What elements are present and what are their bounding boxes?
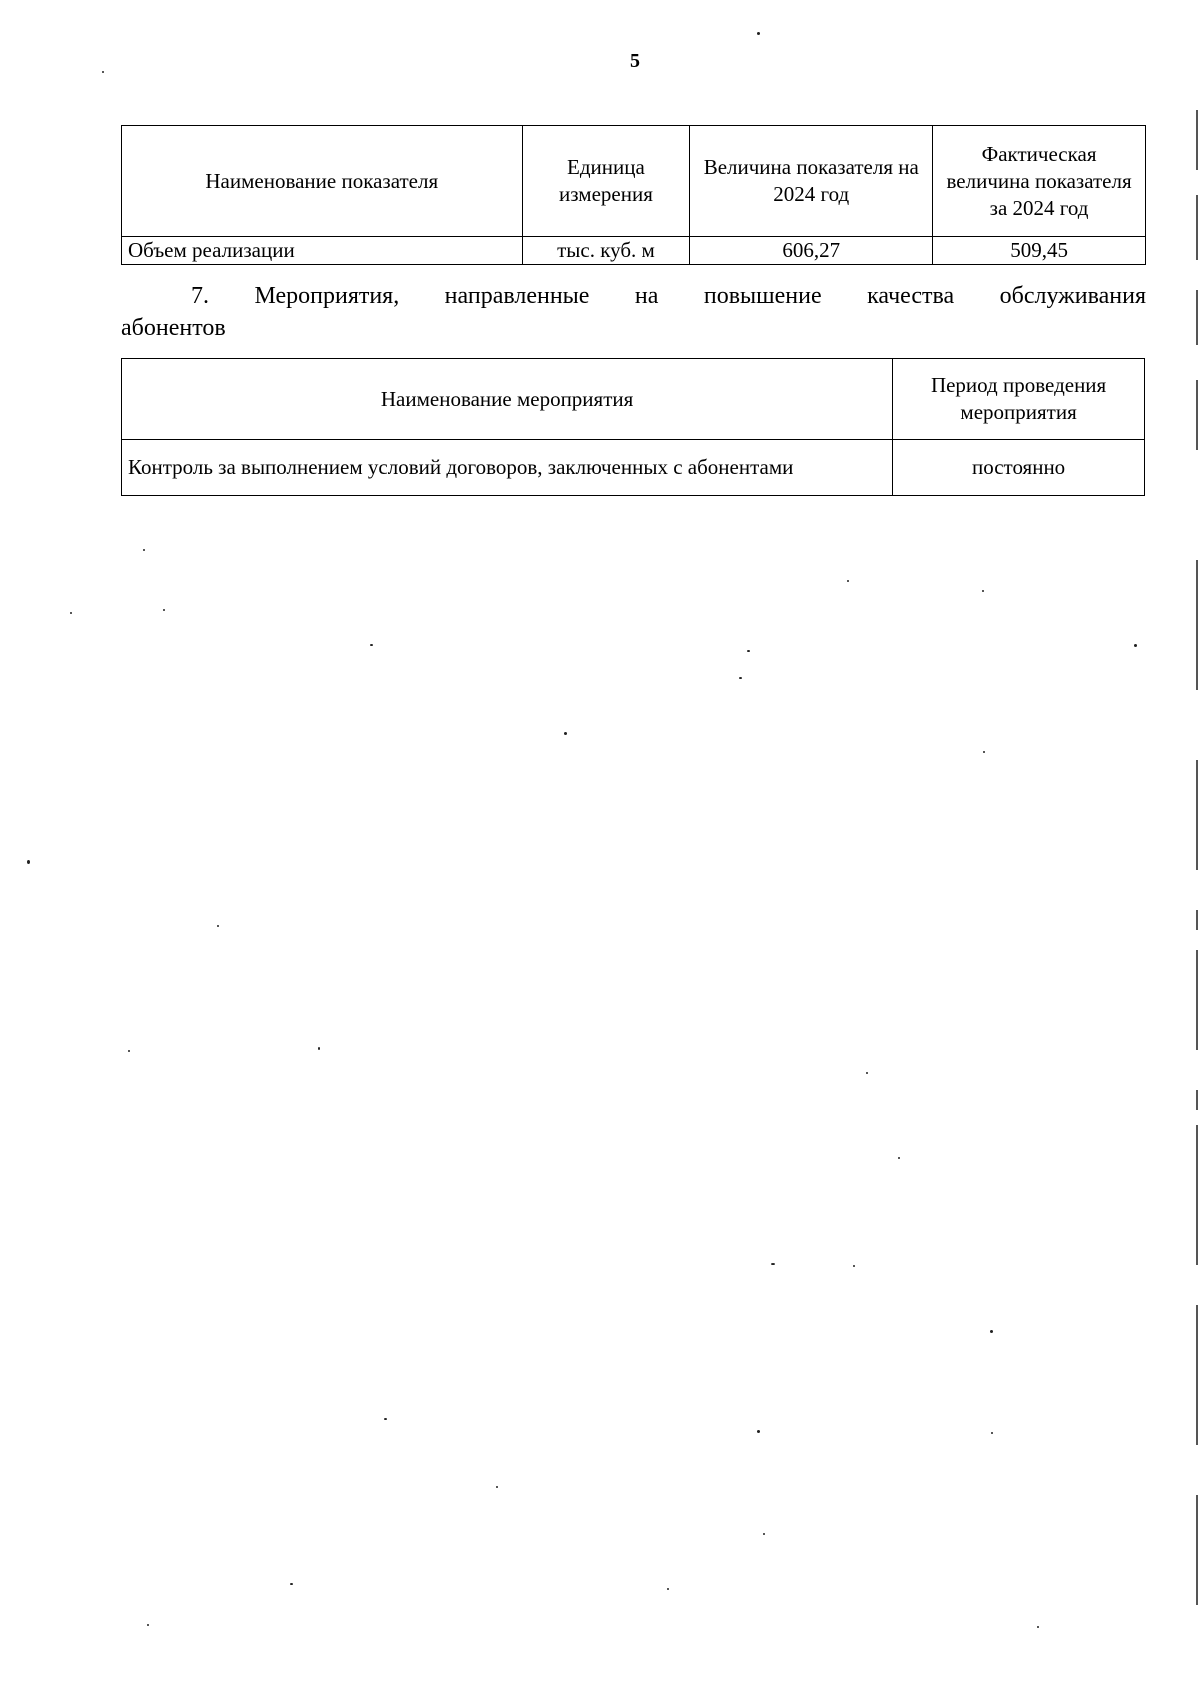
scan-speck bbox=[982, 590, 984, 592]
scan-speck bbox=[853, 1265, 855, 1267]
scan-speck bbox=[866, 1072, 868, 1074]
cell-actual-value: 509,45 bbox=[933, 237, 1146, 265]
scan-speck bbox=[763, 1533, 765, 1535]
scan-speck bbox=[983, 751, 985, 753]
scan-edge-mark bbox=[1196, 110, 1198, 170]
scan-edge-mark bbox=[1196, 1495, 1198, 1605]
scan-speck bbox=[70, 612, 72, 614]
scan-edge-mark bbox=[1196, 380, 1198, 450]
scan-speck bbox=[771, 1263, 775, 1265]
scan-edge-mark bbox=[1196, 950, 1198, 1050]
scan-speck bbox=[143, 549, 145, 551]
scan-edge-mark bbox=[1196, 290, 1198, 345]
scan-speck bbox=[290, 1583, 293, 1585]
table-header-row bbox=[122, 126, 1146, 237]
scan-speck bbox=[757, 1430, 760, 1433]
scan-speck bbox=[757, 32, 760, 35]
scan-edge-mark bbox=[1196, 1305, 1198, 1445]
scan-edge-mark bbox=[1196, 760, 1198, 870]
scan-speck bbox=[128, 1050, 130, 1052]
header-actual-value: Фактическая величина показателя за 2024 год bbox=[933, 126, 1146, 237]
table-row bbox=[122, 237, 1146, 265]
scan-speck bbox=[27, 860, 30, 864]
header-activity-name: Наименование мероприятия bbox=[122, 359, 893, 440]
scan-speck bbox=[739, 677, 742, 679]
section-heading bbox=[121, 280, 1146, 344]
header-planned-value: Величина показателя на 2024 год bbox=[690, 126, 933, 237]
cell-activity-name: Контроль за выполнением условий договоров, заключенных с абонентами bbox=[122, 440, 893, 496]
scan-speck bbox=[990, 1330, 993, 1333]
section-heading-line1: 7. Мероприятия, направленные на повышение качества обслуживания bbox=[191, 283, 1146, 309]
scan-speck bbox=[1134, 644, 1137, 647]
cell-planned-value: 606,27 bbox=[690, 237, 933, 265]
cell-unit: тыс. куб. м bbox=[522, 237, 690, 265]
scan-edge-mark bbox=[1196, 1090, 1198, 1110]
header-indicator-name: Наименование показателя bbox=[122, 126, 523, 237]
scan-speck bbox=[667, 1588, 669, 1590]
page-number: 5 bbox=[630, 50, 640, 72]
table-header-row bbox=[122, 359, 1145, 440]
scan-speck bbox=[163, 609, 165, 611]
cell-indicator-name: Объем реализации bbox=[122, 237, 523, 265]
header-activity-period: Период проведения мероприятия bbox=[893, 359, 1145, 440]
indicators-table bbox=[121, 125, 1146, 265]
scan-speck bbox=[747, 650, 750, 652]
scan-speck bbox=[102, 71, 104, 73]
scan-speck bbox=[564, 732, 567, 735]
activities-table bbox=[121, 358, 1145, 496]
scan-speck bbox=[217, 925, 219, 927]
table-row bbox=[122, 440, 1145, 496]
scan-edge-mark bbox=[1196, 910, 1198, 930]
scan-speck bbox=[991, 1432, 993, 1434]
scan-speck bbox=[496, 1486, 498, 1488]
scan-speck bbox=[370, 644, 373, 646]
scan-edge-mark bbox=[1196, 560, 1198, 690]
scan-speck bbox=[898, 1157, 900, 1159]
scan-edge-mark bbox=[1196, 1125, 1198, 1265]
scan-speck bbox=[847, 580, 849, 582]
scan-edge-mark bbox=[1196, 195, 1198, 260]
scan-speck bbox=[384, 1418, 387, 1420]
scan-speck bbox=[1037, 1626, 1039, 1628]
scan-speck bbox=[147, 1624, 149, 1626]
header-unit: Единица измерения bbox=[522, 126, 690, 237]
cell-activity-period: постоянно bbox=[893, 440, 1145, 496]
section-heading-line2: абонентов bbox=[121, 315, 226, 341]
scan-speck bbox=[318, 1047, 320, 1050]
